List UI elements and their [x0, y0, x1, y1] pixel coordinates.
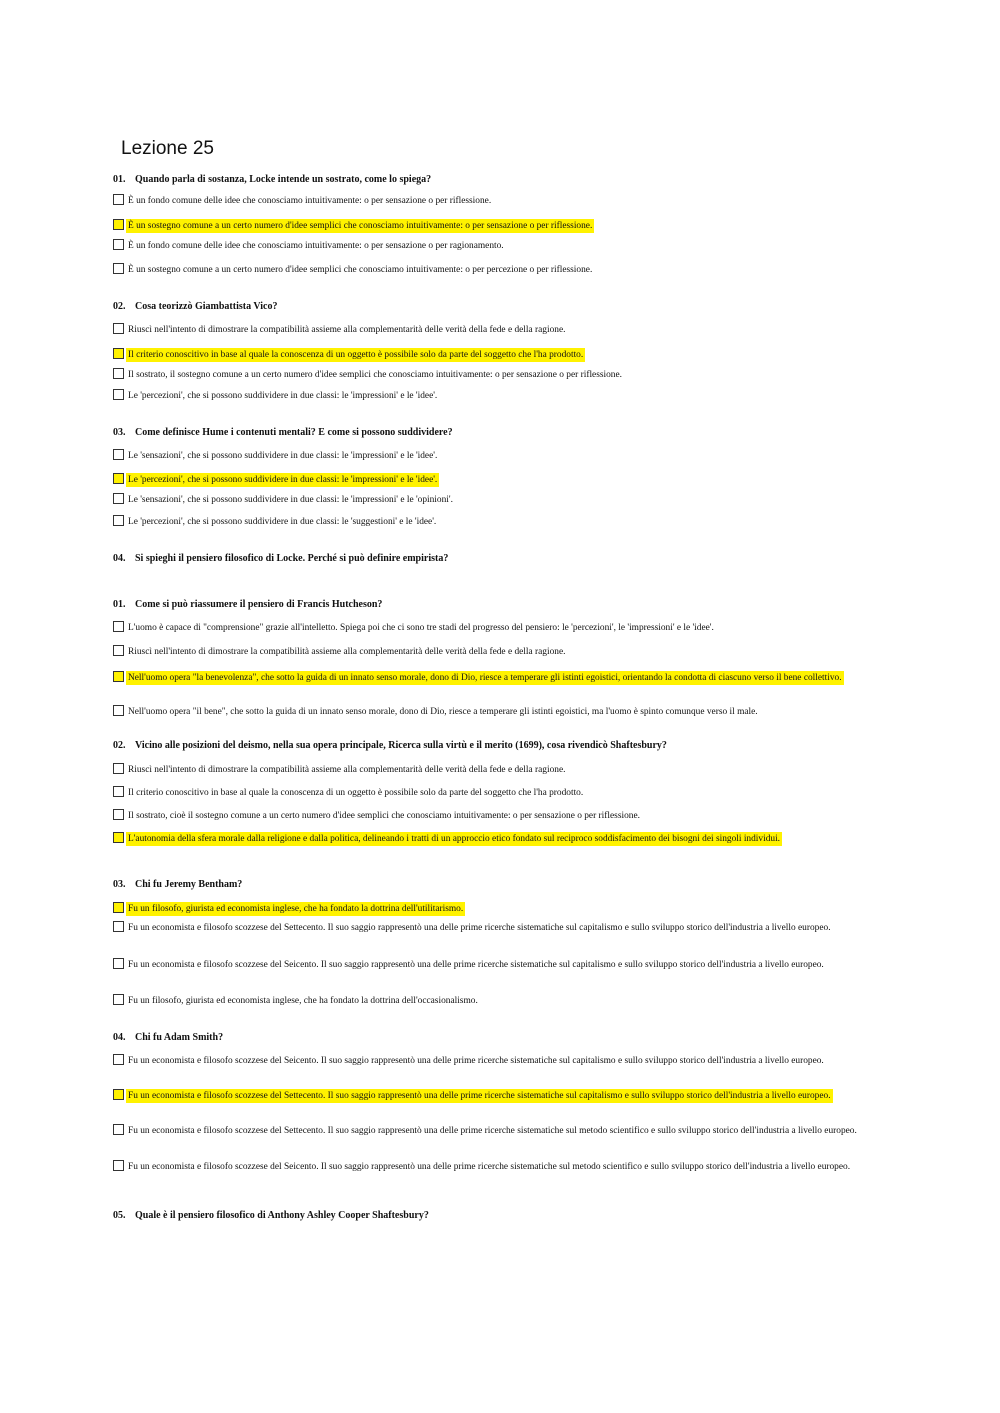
option-s1-01-a[interactable]: È un fondo comune delle idee che conosciamo intuitivamente: o per sensazione o per riflessione.: [113, 194, 888, 208]
option-s2-03-a[interactable]: Fu un filosofo, giurista ed economista inglese, che ha fondato la dottrina dell'utilitarismo.: [113, 902, 888, 916]
question-s2-03: 03. Chi fu Jeremy Bentham?: [113, 879, 243, 890]
checkbox[interactable]: [113, 809, 124, 820]
checkbox[interactable]: [113, 219, 124, 230]
checkbox[interactable]: [113, 958, 124, 969]
checkbox[interactable]: [113, 1160, 124, 1171]
checkbox[interactable]: [113, 323, 124, 334]
question-s2-04: 04. Chi fu Adam Smith?: [113, 1032, 224, 1043]
option-s2-04-d[interactable]: Fu un economista e filosofo scozzese del Seicento. Il suo saggio rappresentò una delle prime ricerche sistematiche sul metodo scientifico e sullo sviluppo storico dell'industria a livello europeo.: [113, 1160, 888, 1174]
option-s1-01-b[interactable]: È un sostegno comune a un certo numero d'idee semplici che conosciamo intuitivamente: o per sensazione o per riflessione.: [113, 219, 888, 233]
option-s1-01-d[interactable]: È un sostegno comune a un certo numero d'idee semplici che conosciamo intuitivamente: o per percezione o per riflessione.: [113, 263, 888, 277]
option-s1-02-a[interactable]: Riuscì nell'intento di dimostrare la compatibilità assieme alla complementarità delle verità della fede e della ragione.: [113, 323, 888, 337]
checkbox[interactable]: [113, 263, 124, 274]
option-s2-01-b[interactable]: Riuscì nell'intento di dimostrare la compatibilità assieme alla complementarità delle verità della fede e della ragione.: [113, 645, 888, 659]
option-s2-03-c[interactable]: Fu un economista e filosofo scozzese del Seicento. Il suo saggio rappresentò una delle prime ricerche sistematiche sul capitalismo e sullo sviluppo storico dell'industria a livello europeo.: [113, 958, 888, 972]
option-s2-02-d[interactable]: L'autonomia della sfera morale dalla religione e dalla politica, delineando i tratti di un approccio etico fondato sul reciproco soddisfacimento dei bisogni dei singoli individui.: [113, 832, 888, 846]
option-s1-03-c[interactable]: Le 'sensazioni', che si possono suddividere in due classi: le 'impressioni' e le 'opinioni'.: [113, 493, 888, 507]
checkbox[interactable]: [113, 705, 124, 716]
option-s1-03-b[interactable]: Le 'percezioni', che si possono suddividere in due classi: le 'impressioni' e le 'idee'.: [113, 473, 888, 487]
option-s1-02-c[interactable]: Il sostrato, il sostegno comune a un certo numero d'idee semplici che conosciamo intuitivamente: o per sensazione o per riflessione.: [113, 368, 888, 382]
question-s2-01: 01. Come si può riassumere il pensiero di Francis Hutcheson?: [113, 599, 383, 610]
checkbox[interactable]: [113, 832, 124, 843]
question-s1-03: 03. Come definisce Hume i contenuti mentali? E come si possono suddividere?: [113, 427, 453, 438]
option-s2-04-a[interactable]: Fu un economista e filosofo scozzese del Seicento. Il suo saggio rappresentò una delle prime ricerche sistematiche sul capitalismo e sullo sviluppo storico dell'industria a livello europeo.: [113, 1054, 888, 1068]
option-s2-01-c[interactable]: Nell'uomo opera "la benevolenza", che sotto la guida di un innato senso morale, dono di Dio, riesce a temperare gli istinti egoistici, orientando la condotta di ciascuno verso il bene collettivo.: [113, 671, 888, 685]
checkbox[interactable]: [113, 921, 124, 932]
checkbox[interactable]: [113, 621, 124, 632]
checkbox[interactable]: [113, 239, 124, 250]
checkbox[interactable]: [113, 389, 124, 400]
option-s2-02-c[interactable]: Il sostrato, cioè il sostegno comune a un certo numero d'idee semplici che conosciamo intuitivamente: o per sensazione o per riflessione.: [113, 809, 888, 823]
checkbox[interactable]: [113, 1054, 124, 1065]
option-s1-02-d[interactable]: Le 'percezioni', che si possono suddividere in due classi: le 'impressioni' e le 'idee'.: [113, 389, 888, 403]
option-s2-02-a[interactable]: Riuscì nell'intento di dimostrare la compatibilità assieme alla complementarità delle verità della fede e della ragione.: [113, 763, 888, 777]
option-s1-01-c[interactable]: È un fondo comune delle idee che conosciamo intuitivamente: o per sensazione o per ragionamento.: [113, 239, 888, 253]
checkbox[interactable]: [113, 194, 124, 205]
checkbox[interactable]: [113, 368, 124, 379]
option-s1-02-b[interactable]: Il criterio conoscitivo in base al quale la conoscenza di un oggetto è possibile solo da parte del soggetto che l'ha prodotto.: [113, 348, 888, 362]
option-s2-01-d[interactable]: Nell'uomo opera "il bene", che sotto la guida di un innato senso morale, dono di Dio, riesce a temperare gli istinti egoistici, ma l'uomo è spinto comunque verso il male.: [113, 705, 888, 719]
question-s1-02: 02. Cosa teorizzò Giambattista Vico?: [113, 301, 278, 312]
checkbox[interactable]: [113, 645, 124, 656]
option-s2-02-b[interactable]: Il criterio conoscitivo in base al quale la conoscenza di un oggetto è possibile solo da parte del soggetto che l'ha prodotto.: [113, 786, 888, 800]
option-s2-03-b[interactable]: Fu un economista e filosofo scozzese del Settecento. Il suo saggio rappresentò una delle prime ricerche sistematiche sul capitalismo e sullo sviluppo storico dell'industria a livello europeo.: [113, 921, 888, 935]
checkbox[interactable]: [113, 1089, 124, 1100]
checkbox[interactable]: [113, 994, 124, 1005]
page-title: Lezione 25: [121, 138, 214, 159]
option-s1-03-d[interactable]: Le 'percezioni', che si possono suddividere in due classi: le 'suggestioni' e le 'idee'.: [113, 515, 888, 529]
option-s1-03-a[interactable]: Le 'sensazioni', che si possono suddividere in due classi: le 'impressioni' e le 'idee'.: [113, 449, 888, 463]
checkbox[interactable]: [113, 348, 124, 359]
checkbox[interactable]: [113, 763, 124, 774]
checkbox[interactable]: [113, 473, 124, 484]
option-s2-03-d[interactable]: Fu un filosofo, giurista ed economista inglese, che ha fondato la dottrina dell'occasionalismo.: [113, 994, 888, 1008]
option-s2-01-a[interactable]: L'uomo è capace di "comprensione" grazie all'intelletto. Spiega poi che ci sono tre stadi del progresso del pensiero: le 'percezioni', le 'impressioni' e le 'idee'.: [113, 621, 888, 635]
option-s2-04-b[interactable]: Fu un economista e filosofo scozzese del Settecento. Il suo saggio rappresentò una delle prime ricerche sistematiche sul capitalismo e sullo sviluppo storico dell'industria a livello europeo.: [113, 1089, 888, 1103]
checkbox[interactable]: [113, 786, 124, 797]
option-s2-04-c[interactable]: Fu un economista e filosofo scozzese del Settecento. Il suo saggio rappresentò una delle prime ricerche sistematiche sul metodo scientifico e sullo sviluppo storico dell'industria a livello europeo.: [113, 1124, 888, 1138]
checkbox[interactable]: [113, 902, 124, 913]
checkbox[interactable]: [113, 1124, 124, 1135]
question-s1-01: 01. Quando parla di sostanza, Locke intende un sostrato, come lo spiega?: [113, 174, 432, 185]
question-s2-05: 05. Quale è il pensiero filosofico di Anthony Ashley Cooper Shaftesbury?: [113, 1210, 429, 1221]
checkbox[interactable]: [113, 671, 124, 682]
checkbox[interactable]: [113, 449, 124, 460]
checkbox[interactable]: [113, 493, 124, 504]
question-s2-02: 02. Vicino alle posizioni del deismo, nella sua opera principale, Ricerca sulla virtù e il merito (1699), cosa rivendicò Shaftesbury?: [113, 740, 667, 751]
question-s1-04: 04. Si spieghi il pensiero filosofico di Locke. Perché si può definire empirista?: [113, 553, 449, 564]
checkbox[interactable]: [113, 515, 124, 526]
